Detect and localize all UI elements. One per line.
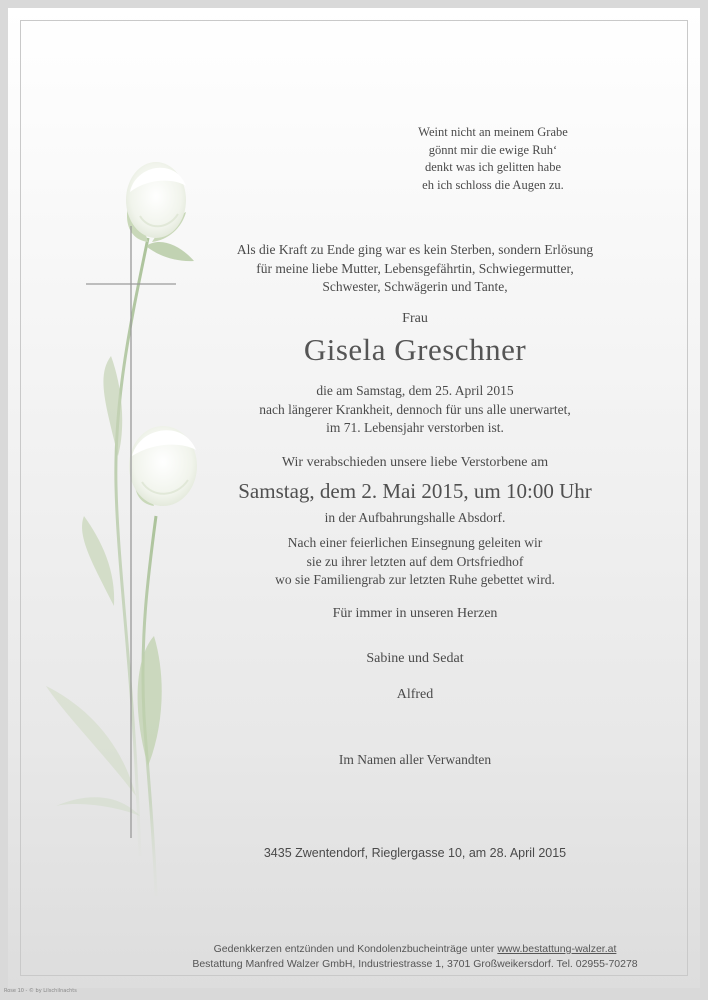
death-line: die am Samstag, dem 25. April 2015 [316, 383, 514, 398]
poem-line: denkt was ich gelitten habe [424, 160, 562, 174]
image-credit: Rose 10 - © by Lilschilnachts [4, 988, 77, 994]
mourner-name: Sabine und Sedat [366, 651, 464, 666]
death-notice [190, 382, 640, 438]
relatives-line: Im Namen aller Verwandten [338, 752, 492, 767]
footer-text: Gedenkkerzen entzünden und Kondolenzbucheinträge unter [213, 943, 495, 955]
motto: Für immer in unseren Herzen [332, 606, 498, 621]
mourner-name: Alfred [396, 687, 434, 702]
poem-line: eh ich schloss die Augen zu. [422, 177, 564, 192]
intro-text [190, 241, 640, 297]
farewell-location: in der Aufbahrungshalle Absdorf. [324, 510, 506, 525]
website-link[interactable]: www.bestattung-walzer.at [497, 943, 617, 955]
burial-line: Nach einer feierlichen Einsegnung geleiten wir [287, 535, 543, 550]
farewell-date: Samstag, dem 2. Mai 2015, um 10:00 Uhr [238, 479, 592, 503]
footer [140, 942, 690, 972]
poem-line: Weint nicht an meinem Grabe [418, 125, 568, 139]
cross-icon [86, 226, 176, 838]
footer-line-2: Bestattung Manfred Walzer GmbH, Industriestrasse 1, 3701 Großweikersdorf. Tel. 02955-70278 [192, 958, 638, 970]
death-line: im 71. Lebensjahr verstorben ist. [326, 420, 504, 435]
deceased-name: Gisela Greschner [303, 332, 527, 367]
burial-line: sie zu ihrer letzten auf dem Ortsfriedhof [306, 553, 524, 569]
farewell-intro: Wir verabschieden unsere liebe Verstorbene am [281, 455, 549, 470]
burial-text [190, 534, 640, 590]
salutation: Frau [402, 311, 428, 326]
place-date: 3435 Zwentendorf, Rieglergasse 10, am 28. April 2015 [263, 846, 567, 860]
poem [378, 124, 608, 194]
footer-line-1 [140, 942, 690, 957]
intro-line: Schwester, Schwägerin und Tante, [322, 279, 508, 294]
intro-line: für meine liebe Mutter, Lebensgefährtin, Schwiegermutter, [256, 260, 574, 276]
death-line: nach längerer Krankheit, dennoch für uns alle unerwartet, [259, 401, 571, 417]
poem-line: gönnt mir die ewige Ruh‘ [428, 142, 558, 157]
burial-line: wo sie Familiengrab zur letzten Ruhe gebettet wird. [275, 572, 555, 587]
intro-line: Als die Kraft zu Ende ging war es kein Sterben, sondern Erlösung [236, 242, 594, 257]
